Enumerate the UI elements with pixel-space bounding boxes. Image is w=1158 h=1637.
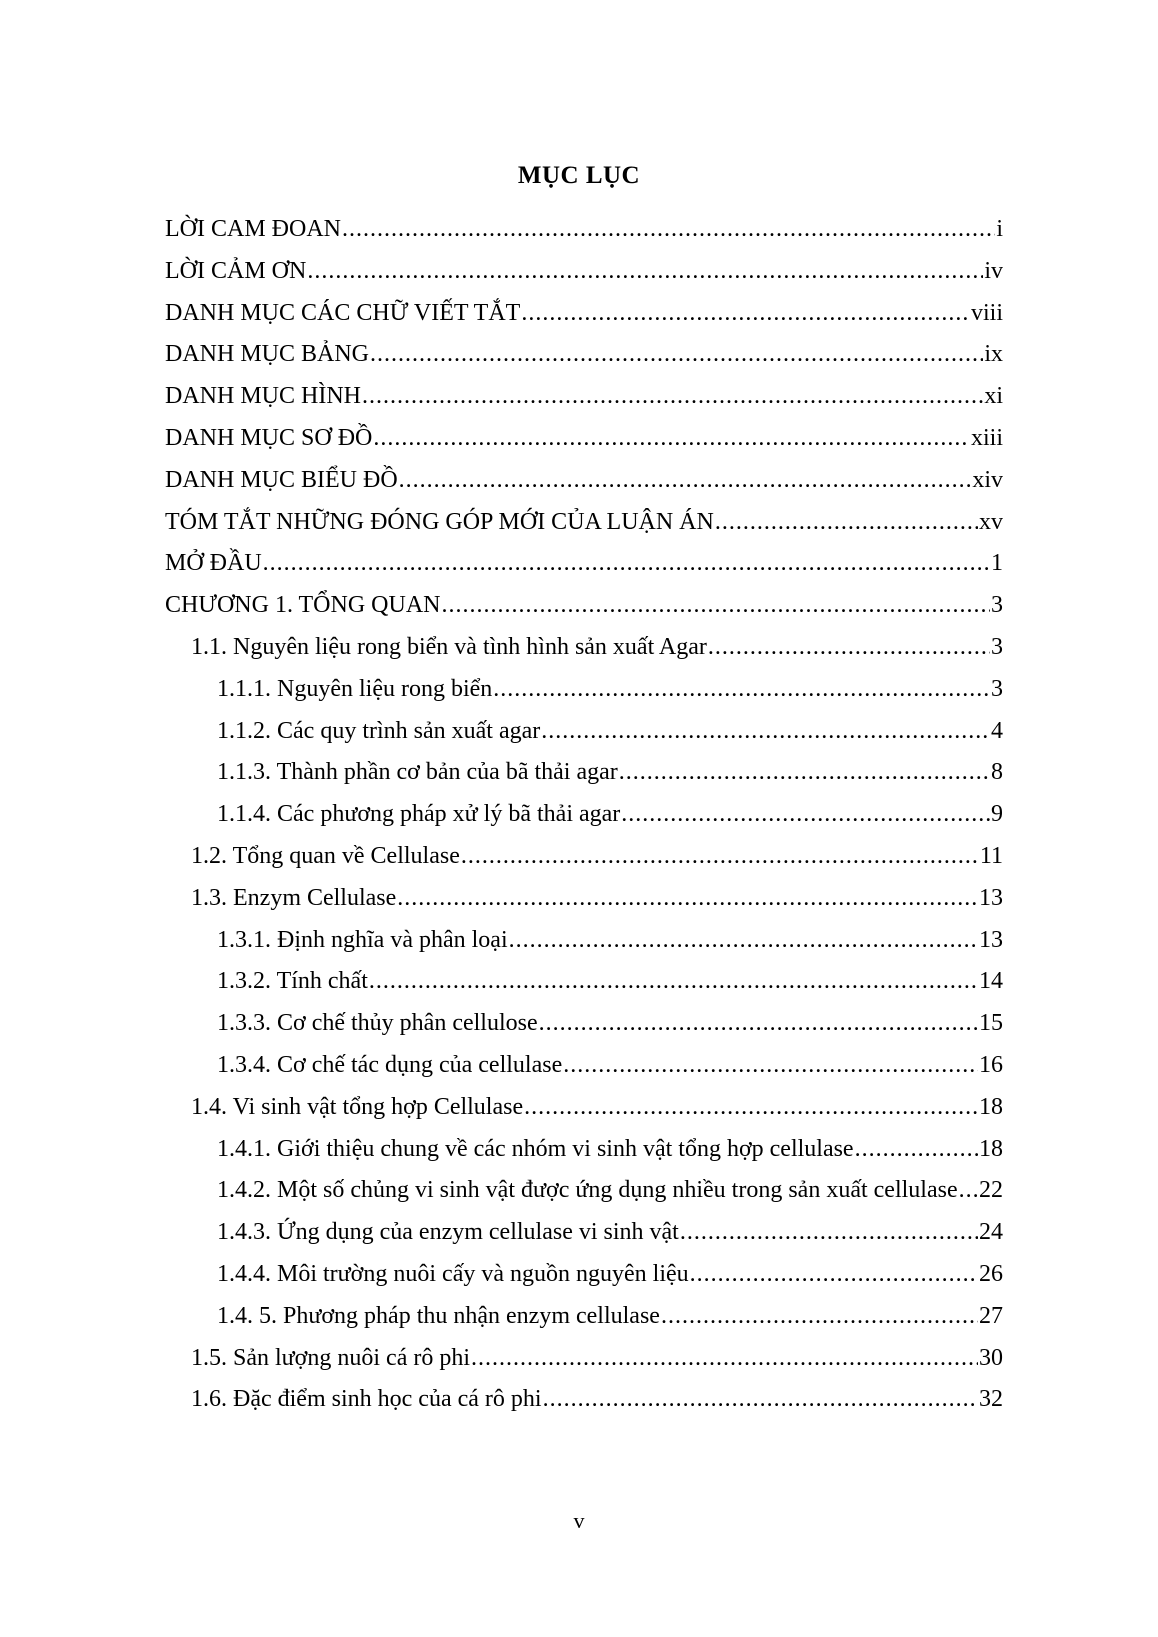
toc-entry[interactable]: [217, 1132, 1003, 1166]
toc-entry-page: 11: [979, 843, 1003, 869]
page-number: v: [573, 1508, 585, 1533]
dot-leader: [708, 630, 990, 664]
toc-entry-label: 1.3.2. Tính chất: [217, 968, 368, 995]
toc-entry-page: iv: [984, 257, 1003, 284]
dot-leader: [690, 1257, 978, 1291]
dot-leader: [509, 923, 978, 957]
toc-entry-label: DANH MỤC CÁC CHỮ VIẾT TẮT: [165, 299, 521, 326]
toc-entry-page: 18: [979, 1135, 1003, 1162]
dot-leader: [661, 1299, 978, 1333]
toc-entry-label: DANH MỤC HÌNH: [165, 383, 361, 410]
toc-entry[interactable]: [217, 714, 1003, 748]
dot-leader: [369, 964, 978, 998]
dot-leader: [539, 1006, 978, 1040]
toc-entry[interactable]: [165, 254, 1003, 288]
toc-entry-label: LỜI CẢM ƠN: [165, 257, 307, 284]
toc-entry-label: 1.1.3. Thành phần cơ bản của bã thải agar: [217, 759, 618, 786]
toc-entry-page: 8: [991, 759, 1003, 786]
toc-entry-page: 26: [979, 1261, 1003, 1287]
toc-entry-label: 1.5. Sản lượng nuôi cá rô phi: [191, 1344, 470, 1371]
toc-entry-page: 9: [991, 801, 1003, 828]
toc-entry-label: 1.1.4. Các phương pháp xử lý bã thải agar: [217, 801, 621, 828]
dot-leader: [619, 755, 990, 789]
toc-entry-label: MỞ ĐẦU: [165, 550, 262, 577]
toc-entry[interactable]: [165, 463, 1003, 497]
toc-entry-page: xi: [984, 383, 1003, 410]
toc-entry-page: 3: [991, 675, 1003, 702]
toc-entry-page: 15: [979, 1010, 1003, 1037]
toc-entry-page: 24: [979, 1219, 1003, 1246]
dot-leader: [621, 797, 990, 831]
toc-entry-page: 27: [979, 1302, 1003, 1329]
toc-entry[interactable]: [191, 1090, 1003, 1124]
toc-entry-page: 32: [979, 1386, 1003, 1413]
toc-entry-page: 1: [991, 550, 1003, 577]
toc-entry-label: 1.4.1. Giới thiệu chung về các nhóm vi sinh vật tổng hợp cellulase: [217, 1135, 854, 1162]
toc-entry-page: xiii: [970, 425, 1003, 451]
toc-entry-label: 1.4. Vi sinh vật tổng hợp Cellulase: [191, 1093, 524, 1120]
toc-entry[interactable]: [165, 588, 1003, 622]
toc-entry-label: 1.2. Tổng quan về Cellulase: [191, 843, 460, 869]
toc-entry-label: DANH MỤC BẢNG: [165, 341, 370, 368]
toc-entry-label: DANH MỤC SƠ ĐỒ: [165, 425, 373, 451]
toc-entry[interactable]: [217, 1257, 1003, 1291]
toc-entry[interactable]: [165, 505, 1003, 539]
dot-leader: [855, 1132, 978, 1166]
toc-entry-page: 14: [979, 968, 1003, 995]
dot-leader: [397, 881, 978, 915]
toc-entry-label: LỜI CAM ĐOAN: [165, 216, 341, 242]
toc-entry-page: 22: [979, 1177, 1003, 1204]
toc-entry[interactable]: [217, 672, 1003, 706]
toc-entry-label: 1.4.3. Ứng dụng của enzym cellulase vi sinh vật: [217, 1219, 679, 1246]
toc-entry-page: 13: [979, 926, 1003, 953]
toc-entry-label: 1.1.1. Nguyên liệu rong biển: [217, 675, 493, 702]
toc-entry[interactable]: [165, 337, 1003, 371]
dot-leader: [521, 296, 970, 330]
toc-entry-page: 16: [979, 1052, 1003, 1078]
toc-entry[interactable]: [217, 1299, 1003, 1333]
dot-leader: [342, 212, 995, 246]
dot-leader: [493, 672, 990, 706]
toc-entry-page: ix: [984, 341, 1003, 368]
toc-entry-page: xv: [979, 508, 1003, 535]
toc-entry[interactable]: [217, 1173, 1003, 1207]
dot-leader: [715, 505, 978, 539]
toc-entry[interactable]: [217, 964, 1003, 998]
dot-leader: [307, 254, 983, 288]
toc-entry[interactable]: [165, 421, 1003, 455]
toc-entry-label: 1.4.4. Môi trường nuôi cấy và nguồn nguyên liệu: [217, 1261, 689, 1287]
dot-leader: [442, 588, 990, 622]
toc-entry-page: 13: [979, 884, 1003, 911]
toc-entry-page: xiv: [972, 466, 1003, 493]
toc-title: MỤC LỤC: [517, 162, 641, 189]
dot-leader: [373, 421, 970, 455]
toc-entry-page: 3: [991, 592, 1003, 619]
toc-entry[interactable]: [191, 881, 1003, 915]
toc-entry[interactable]: [191, 1341, 1003, 1375]
toc-entry[interactable]: [165, 546, 1003, 580]
toc-entry-page: 4: [991, 717, 1003, 744]
toc-entry-label: CHƯƠNG 1. TỔNG QUAN: [165, 592, 441, 619]
toc-entry-label: 1.4. 5. Phương pháp thu nhận enzym cellulase: [217, 1302, 660, 1329]
toc-entry[interactable]: [165, 379, 1003, 413]
dot-leader: [680, 1215, 978, 1249]
toc-entry[interactable]: [217, 1215, 1003, 1249]
toc-entry[interactable]: [165, 212, 1003, 246]
dot-leader: [370, 337, 983, 371]
toc-entry-label: 1.3.1. Định nghĩa và phân loại: [217, 926, 508, 953]
dot-leader: [399, 463, 972, 497]
toc-entry-label: 1.1.2. Các quy trình sản xuất agar: [217, 717, 541, 744]
toc-entry-page: 30: [979, 1344, 1003, 1371]
toc-entry[interactable]: [217, 923, 1003, 957]
toc-entry[interactable]: [217, 1048, 1003, 1082]
dot-leader: [543, 1382, 978, 1416]
toc-entry-label: TÓM TẮT NHỮNG ĐÓNG GÓP MỚI CỦA LUẬN ÁN: [165, 508, 714, 535]
dot-leader: [563, 1048, 978, 1082]
toc-entry[interactable]: [165, 296, 1003, 330]
toc-entry-page: 18: [979, 1093, 1003, 1120]
toc-entry[interactable]: [191, 1382, 1003, 1416]
toc-entry-label: 1.3.4. Cơ chế tác dụng của cellulase: [217, 1052, 563, 1078]
dot-leader: [959, 1173, 978, 1207]
dot-leader: [471, 1341, 978, 1375]
dot-leader: [461, 839, 979, 873]
toc-entry-label: DANH MỤC BIỂU ĐỒ: [165, 466, 398, 493]
dot-leader: [524, 1090, 978, 1124]
toc-entry[interactable]: [191, 630, 1003, 664]
dot-leader: [362, 379, 983, 413]
toc-entry-page: 3: [991, 634, 1003, 660]
toc-entry-label: 1.3.3. Cơ chế thủy phân cellulose: [217, 1010, 538, 1037]
dot-leader: [541, 714, 990, 748]
toc-entry-page: viii: [970, 299, 1003, 326]
toc-entry[interactable]: [217, 755, 1003, 789]
toc-entry-label: 1.1. Nguyên liệu rong biển và tình hình sản xuất Agar: [191, 634, 707, 660]
toc-entry[interactable]: [217, 1006, 1003, 1040]
toc-entry-page: i: [996, 216, 1003, 242]
toc-entry-label: 1.4.2. Một số chủng vi sinh vật được ứng dụng nhiều trong sản xuất cellulase: [217, 1177, 958, 1204]
toc-entry-label: 1.6. Đặc điểm sinh học của cá rô phi: [191, 1386, 542, 1413]
toc-entry[interactable]: [217, 797, 1003, 831]
toc-entry[interactable]: [191, 839, 1003, 873]
toc-entry-label: 1.3. Enzym Cellulase: [191, 884, 397, 911]
dot-leader: [263, 546, 990, 580]
